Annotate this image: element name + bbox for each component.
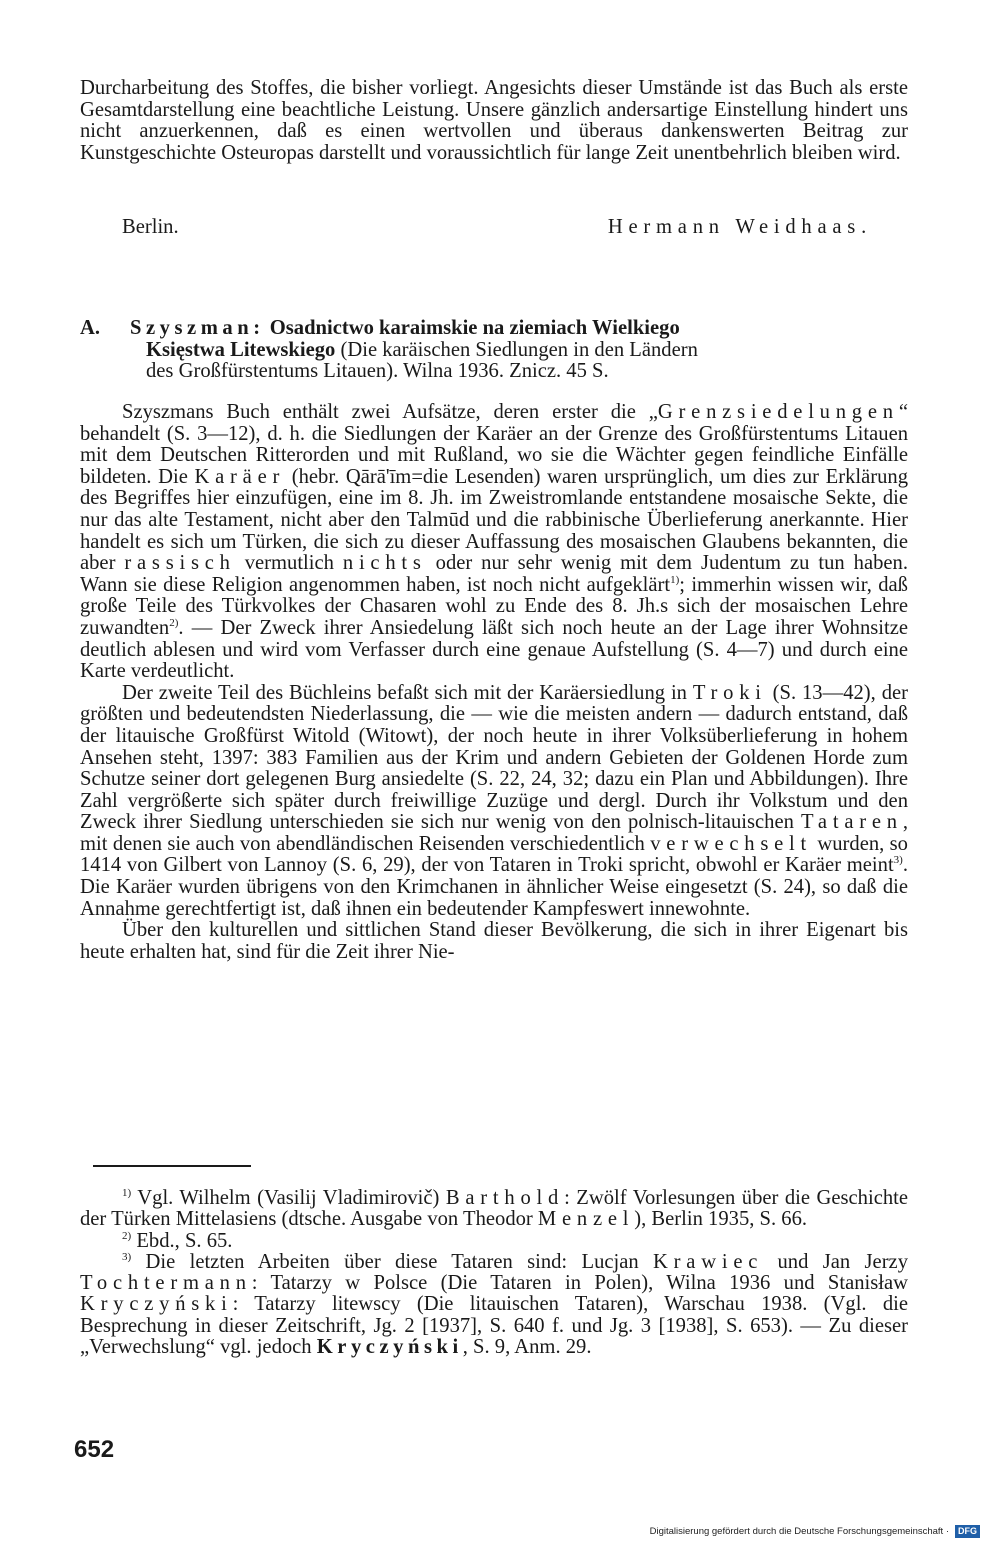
review-signature: [80, 216, 908, 238]
footnote-ref-3[interactable]: 3): [893, 854, 903, 867]
text-run: , S. 9, Anm. 29.: [462, 1336, 592, 1359]
text-run: vermutlich: [235, 552, 343, 575]
footnote-2: [80, 1231, 908, 1252]
text-run: (hebr. Qārā'īm=die Lesenden) waren ursprünglich, um dies zur Erklärung des Begriffes hier einzufügen, eine im 8. Jh. im Zweistromlande entstandene mosaische Sekte, die nur das alte Testament, nicht aber den Talmūd und die rabbinische Überlieferung anerkannte. Hier handelt es sich um Türken, die sich zu dieser Auffassung des mosaischen Glaubens bekannten, die aber: [80, 465, 908, 575]
heading-label: A.: [80, 317, 101, 339]
spaced-term: Karäer: [194, 465, 286, 488]
spaced-term: Tataren: [801, 811, 903, 834]
dfg-logo: DFG: [955, 1525, 980, 1538]
heading-line-1-text: [130, 318, 680, 340]
footnotes: [80, 1188, 908, 1358]
text-run: Der zweite Teil des Büchleins befaßt sich mit der Karäersiedlung in: [122, 681, 693, 704]
reviewer-name: Hermann Weidhaas.: [607, 216, 872, 238]
text-run: : Tatarzy w Polsce (Die Tataren in Polen), Wilna 1936 und Stanisław: [251, 1272, 908, 1295]
footnote-3: [80, 1252, 908, 1358]
spaced-name: Krawiec: [653, 1250, 764, 1273]
intro-paragraph: Durcharbeitung des Stoffes, die bisher vorliegt. Angesichts dieser Umstände ist das Buch als erste Gesamtdarstellung eine beachtliche Leistung. Unsere gänzlich andersartige Einstellung hindert uns nicht anzuerkennen, daß es einen wertvollen und überaus dankenswerten Beitrag zur Kunstgeschichte Osteuropas darstellt und voraussichtlich für lange Zeit unentbehrlich bleiben wird.: [80, 77, 908, 164]
spaced-term: Troki: [692, 681, 767, 704]
spaced-name-bold: Kryczyński: [316, 1336, 463, 1359]
spaced-term: rassisch: [124, 552, 236, 575]
spaced-name: Menzel: [537, 1208, 635, 1231]
review-heading: [80, 318, 908, 383]
text-run: ; immerhin wissen wir, daß große Teile des Türkvolkes der Chasaren wohl zu Ende des 8. Jh.s sich der mosaischen Lehre zuwandten: [80, 573, 908, 639]
intro-paragraph-block: [80, 78, 908, 164]
digitization-credit: [650, 1525, 980, 1538]
spaced-term: Grenzsiedelungen: [657, 401, 899, 423]
body-paragraph-2: [80, 683, 908, 921]
page-number: 652: [74, 1436, 115, 1463]
spaced-term: verwechselt: [650, 832, 813, 855]
heading-title-line-2: Księstwa Litewskiego: [146, 338, 336, 361]
body-paragraph-1: [80, 402, 908, 683]
spaced-name: Tochtermann: [80, 1272, 252, 1295]
text-run: Die letzten Arbeiten über diese Tataren sind: Lucjan: [131, 1250, 654, 1273]
heading-author: Szyszman:: [130, 317, 265, 339]
text-run: “ behandelt (S. 3—12), d. h. die Siedlungen der Karäer an der Grenze des Großfürstentums Litauen mit dem Deutschen Ritterorden und mit Rußland, wo sie die Wächter gegen feindliche Einfälle bildeten. Die: [80, 401, 908, 488]
text-run: Ebd., S. 65.: [131, 1229, 233, 1252]
footnote-mark-3: 3): [122, 1251, 132, 1264]
review-body: [80, 402, 908, 963]
spaced-name: Kryczyński: [80, 1293, 233, 1316]
heading-translation: (Die karäischen Siedlungen in den Ländern: [335, 338, 698, 361]
text-run: (S. 13—42), der größten und bedeutendsten Niederlassung, die — wie die meisten andern — dadurch entstand, daß der litauische Großfürst Witold (Witowt), der noch heute in ihrer Volksüberlieferung in hohem Ansehen steht, 1397: 383 Familien aus der Krim und andern Gebieten der Goldenen Horde zum Schutze seiner dort gelegenen Burg ansiedelte (S. 22, 24, 32; dazu ein Plan und Abbildungen). Ihre Zahl vergrößerte sich später durch freiwillige Zuzüge und dergl. Durch ihr Volkstum und den Zweck ihrer Siedlung unterschieden sie sich nur wenig von den polnisch-litauischen: [80, 681, 908, 834]
text-run: : Tatarzy litewscy (Die litauischen Tataren), Warschau 1938. (Vgl. die Besprechung in dieser Zeitschrift, Jg. 2 [1937], S. 640 f. und Jg. 3 [1938], S. 653). — Zu dieser „Verwechslung“ vgl. jedoch: [80, 1293, 908, 1359]
spaced-name: Barthold: [445, 1187, 565, 1209]
text-run: Vgl. Wilhelm (Vasilij Vladimirovič): [131, 1187, 446, 1209]
text-run: Szyszmans Buch enthält zwei Aufsätze, deren erster die „: [122, 401, 658, 423]
body-paragraph-3: Über den kulturellen und sittlichen Stand dieser Bevölkerung, die sich in ihrer Eigenart bis heute erhalten hat, sind für die Zeit ihrer Nie-: [80, 919, 908, 963]
text-run: . — Der Zweck ihrer Ansiedelung läßt sich noch heute an der Lage ihrer Wohnsitze deutlich ablesen und wird vom Verfasser durch eine genaue Aufstellung (S. 4—7) und durch eine Karte verdeutlicht.: [80, 616, 908, 683]
heading-title-line-1: Osadnictwo karaimskie na ziemiach Wielkiego: [269, 317, 680, 339]
signature-city: Berlin.: [122, 216, 179, 238]
text-run: ), Berlin 1935, S. 66.: [634, 1208, 808, 1231]
spaced-term: nichts: [342, 552, 427, 575]
heading-line-2: [80, 340, 908, 362]
text-run: und Jan Jerzy: [763, 1250, 908, 1273]
footnote-mark-1: 1): [122, 1187, 132, 1200]
signature-reviewer: [608, 216, 908, 238]
text-run: : Zwölf Vorlesungen über die Geschichte der Türken Mittelasiens (dtsche. Ausgabe von Theodor: [80, 1187, 908, 1231]
text-run: oder nur sehr wenig mit dem Judentum zu tun haben. Wann sie diese Religion angenommen haben, ist noch nicht aufgeklärt: [80, 552, 908, 596]
footnote-1: [80, 1188, 908, 1231]
text-run: wurden, so 1414 von Gilbert von Lannoy (S. 6, 29), der von Tataren in Troki spricht, obwohl er Karäer meint: [80, 832, 908, 877]
heading-line-1: [80, 318, 908, 340]
footnote-ref-1[interactable]: 1): [670, 573, 680, 586]
text-run: . Die Karäer wurden übrigens von den Krimchanen in ähnlicher Weise eingesetzt (S. 24), so daß die Annahme gerechtfertigt ist, daß ihnen ein bedeutender Kampfeswert innewohnte.: [80, 854, 908, 920]
heading-line-3: des Großfürstentums Litauen). Wilna 1936. Znicz. 45 S.: [146, 360, 609, 383]
credit-text: Digitalisierung gefördert durch die Deutsche Forschungsgemeinschaft ·: [649, 1526, 949, 1537]
footnote-rule: [93, 1165, 251, 1167]
footnote-mark-2: 2): [122, 1229, 132, 1242]
footnote-ref-2[interactable]: 2): [169, 617, 179, 630]
text-run: , mit denen sie auch von abendländischen Reisenden verschiedentlich: [80, 811, 908, 855]
